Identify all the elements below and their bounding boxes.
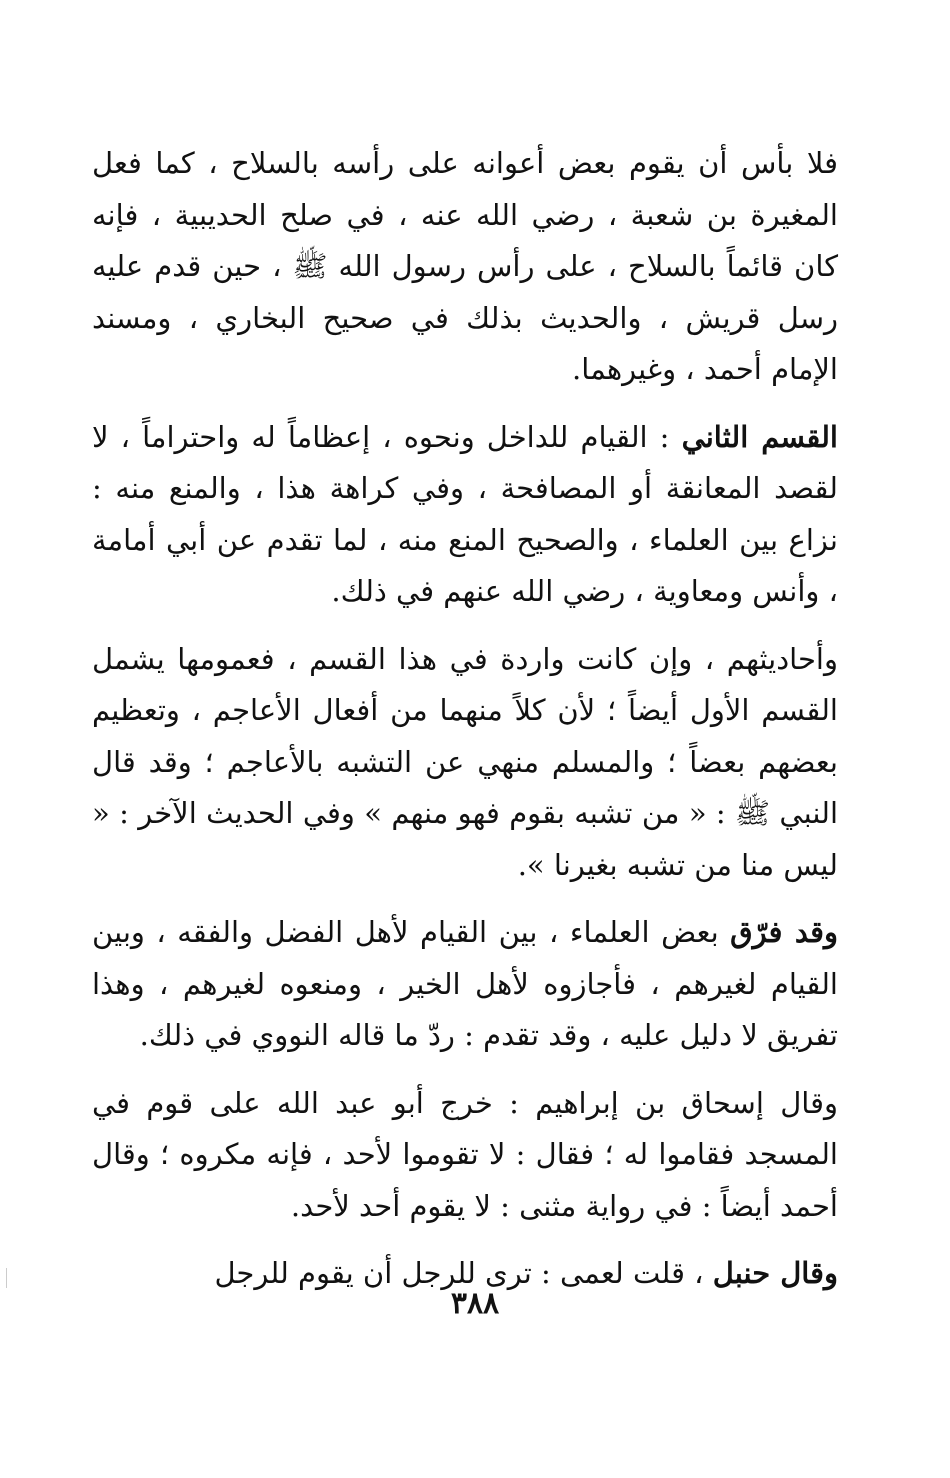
paragraph-6-text: ، قلت لعمى : ترى للرجل أن يقوم للرجل — [214, 1256, 713, 1290]
paragraph-2-text: : القيام للداخل ونحوه ، إعظاماً له واحتراماً ، لا لقصد المعانقة أو المصافحة ، وفي كراهة هذا ، والمنع منه : نزاع بين العلماء ، والصحيح المنع منه ، لما تقدم عن أبي أمامة ، وأنس ومعاوية ، رضي الله عنهم في ذلك. — [92, 419, 838, 608]
paragraph-1 — [92, 138, 838, 396]
margin-divider — [6, 1268, 7, 1288]
paragraph-1-text: فلا بأس أن يقوم بعض أعوانه على رأسه بالسلاح ، كما فعل المغيرة بن شعبة ، رضي الله عنه ، في صلح الحديبية ، فإنه كان قائماً بالسلاح ، على رأس رسول الله ﷺ ، حين قدم عليه رسل قريش ، والحديث بذلك في صحيح البخاري ، ومسند الإمام أحمد ، وغيرهما. — [92, 146, 838, 386]
page-number: ٣٨٨ — [450, 1286, 500, 1321]
paragraph-3 — [92, 634, 838, 892]
paragraph-4-lead: وقد فرّق — [730, 915, 838, 949]
paragraph-6-lead: وقال حنبل — [712, 1256, 838, 1290]
paragraph-5-text: وقال إسحاق بن إبراهيم : خرج أبو عبد الله على قوم في المسجد فقاموا له ؛ فقال : لا تقوموا لأحد ، فإنه مكروه ؛ وقال أحمد أيضاً : في رواية مثنى : لا يقوم أحد لأحد. — [92, 1085, 838, 1223]
paragraph-4-text: بعض العلماء ، بين القيام لأهل الفضل والفقه ، وبين القيام لغيرهم ، فأجازوه لأهل الخير ، ومنعوه لغيرهم ، وهذا تفريق لا دليل عليه ، وقد تقدم : ردّ ما قاله النووي في ذلك. — [92, 915, 838, 1052]
paragraph-4 — [92, 907, 838, 1062]
page-body — [92, 138, 838, 1316]
paragraph-2 — [92, 412, 838, 618]
paragraph-3-text: وأحاديثهم ، وإن كانت واردة في هذا القسم ، فعمومها يشمل القسم الأول أيضاً ؛ لأن كلاً منهما من أفعال الأعاجم ، وتعظيم بعضهم بعضاً ؛ والمسلم منهي عن التشبه بالأعاجم ؛ وقد قال النبي ﷺ : « من تشبه بقوم فهو منهم » وفي الحديث الآخر : « ليس منا من تشبه بغيرنا ». — [92, 641, 838, 882]
paragraph-5 — [92, 1078, 838, 1233]
paragraph-2-lead: القسم الثاني — [681, 419, 838, 454]
